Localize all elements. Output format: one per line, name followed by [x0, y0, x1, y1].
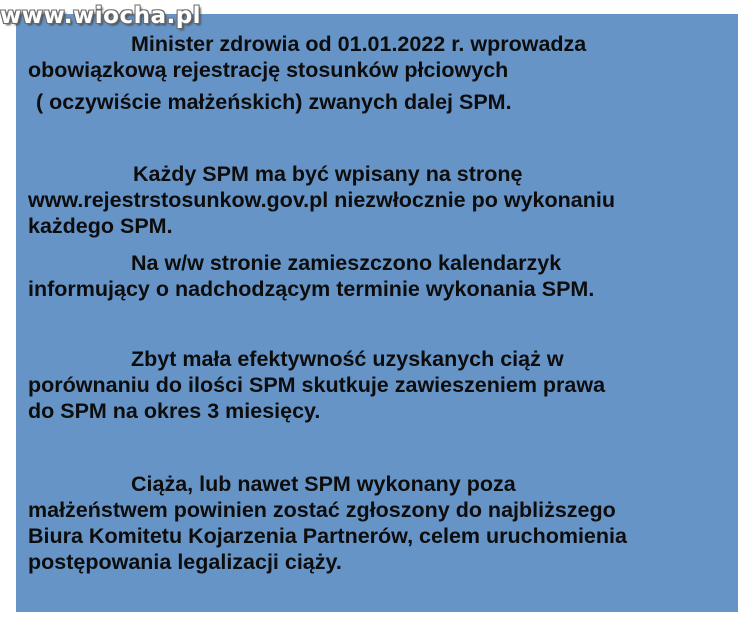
text-line: małżeństwem powinien zostać zgłoszony do najbliższego: [28, 498, 616, 522]
text-line: Ciąża, lub nawet SPM wykonany poza: [131, 472, 516, 496]
paragraph-calendar: [28, 250, 594, 302]
text-line: Biura Komitetu Kojarzenia Partnerów, celem uruchomienia: [28, 524, 627, 548]
text-line: Na w/w stronie zamieszczono kalendarzyk: [131, 251, 562, 275]
paragraph-registration: [28, 31, 586, 115]
text-line: do SPM na okres 3 miesięcy.: [28, 399, 321, 423]
text-line: informujący o nadchodzącym terminie wykonania SPM.: [28, 277, 595, 301]
text-line: Minister zdrowia od 01.01.2022 r. wprowadza: [131, 32, 587, 56]
watermark-logo: www.wiocha.pl: [0, 3, 202, 29]
text-line: każdego SPM.: [28, 214, 173, 238]
text-line: postępowania legalizacji ciąży.: [28, 550, 342, 574]
text-line: obowiązkową rejestrację stosunków płciowych: [28, 58, 509, 82]
text-line: Zbyt mała efektywność uzyskanych ciąż w: [131, 347, 564, 371]
text-line: www.rejestrstosunkow.gov.pl niezwłocznie po wykonaniu: [28, 188, 615, 212]
paragraph-efficiency: [28, 346, 605, 424]
text-line: ( oczywiście małżeńskich) zwanych dalej SPM.: [36, 90, 512, 114]
paragraph-pregnancy: [28, 471, 627, 575]
paragraph-website: [28, 161, 615, 239]
text-line: porównaniu do ilości SPM skutkuje zawieszeniem prawa: [28, 373, 606, 397]
text-line: Każdy SPM ma być wpisany na stronę: [133, 162, 523, 186]
